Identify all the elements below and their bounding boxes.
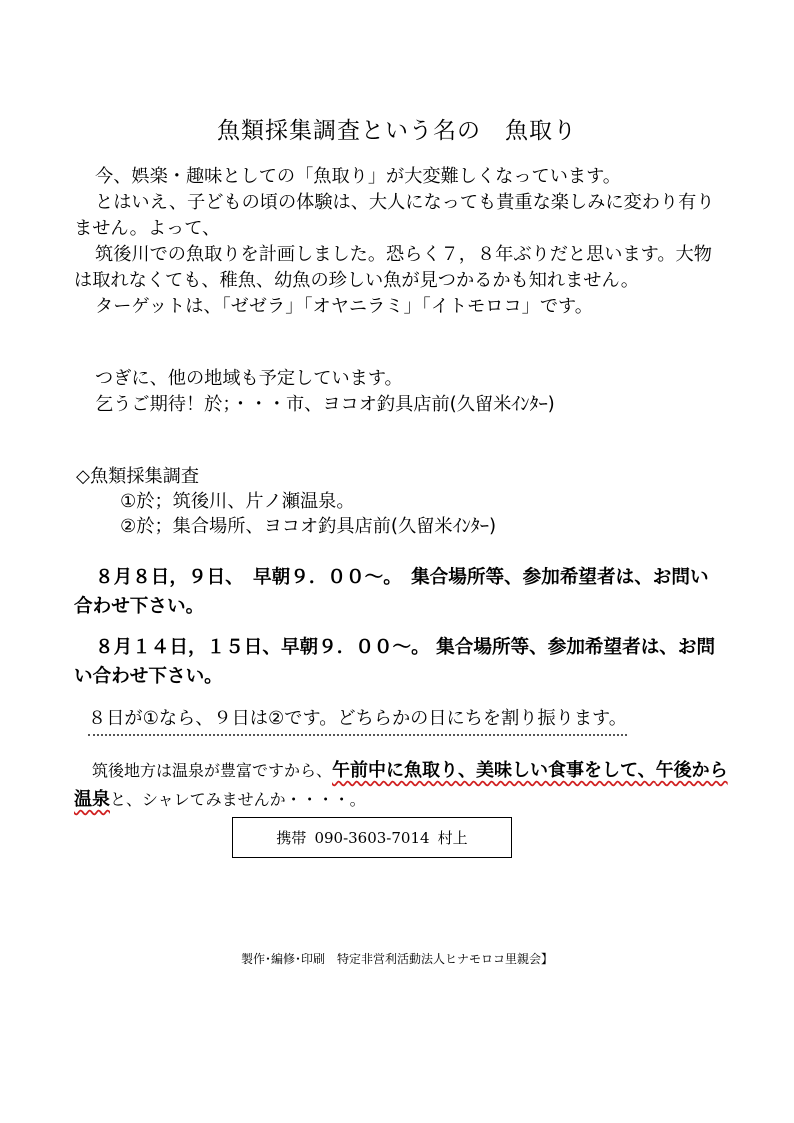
- contact-label: 携帯: [276, 829, 307, 847]
- closing-text-end: と、シャレてみませんか・・・・。: [110, 790, 366, 809]
- contact-name: 村上: [437, 829, 468, 847]
- intro-line: 今、娯楽・趣味としての「魚取り」が大変難しくなっています。: [95, 166, 621, 187]
- contact-box: [232, 817, 512, 858]
- intro-paragraph: [74, 164, 720, 320]
- survey-location-1: ①於；筑後川、片ノ瀬温泉。: [120, 491, 355, 512]
- next-plan-paragraph: [74, 366, 720, 418]
- survey-section: [76, 464, 496, 539]
- closing-emphasis-onsen: 午後から温泉: [74, 760, 728, 810]
- footer-credit: 製作･編修･印刷 特定非営利活動法人ヒナモロコ里親会】: [240, 952, 553, 966]
- closing-emphasis: 午前中に魚取り、美味しい食事をして、: [332, 760, 656, 781]
- schedule-1: ８月８日，９日、 早朝９．００～。 集合場所等、参加希望者は、お問い合わせ下さい。: [74, 567, 709, 617]
- target-line: ターゲットは、「ゼゼラ」「オヤニラミ」「イトモロコ」です。: [95, 296, 593, 317]
- closing-paragraph: [74, 756, 734, 814]
- survey-heading: ◇魚類採集調査: [76, 466, 200, 487]
- survey-location-2: ②於；集合場所、ヨコオ釣具店前(久留米ｲﾝﾀｰ): [120, 516, 497, 537]
- closing-text: 筑後地方は温泉が豊富ですから、: [92, 761, 333, 780]
- next-line: 乞うご期待！於；・・・市、ヨコオ釣具店前(久留米ｲﾝﾀｰ): [95, 394, 555, 415]
- schedule-2: ８月１４日，１５日、早朝９．００～。 集合場所等、参加希望者は、お問い合わせ下さい。: [74, 637, 716, 687]
- assignment-note: ８日が①なら、９日は②です。どちらかの日にちを割り振ります。: [88, 706, 627, 736]
- next-line: つぎに、他の地域も予定しています。: [95, 368, 403, 389]
- page-title: 魚類採集調査という名の 魚取り: [217, 118, 577, 144]
- intro-line: 筑後川での魚取りを計画しました。恐らく７，８年ぶりだと思います。大物は取れなくても、稚魚、幼魚の珍しい魚が見つかるかも知れません。: [74, 244, 712, 291]
- contact-phone: 090-3603-7014: [314, 828, 430, 847]
- intro-line: とはいえ、子どもの頃の体験は、大人になっても貴重な楽しみに変わり有りません。よって、: [74, 192, 715, 239]
